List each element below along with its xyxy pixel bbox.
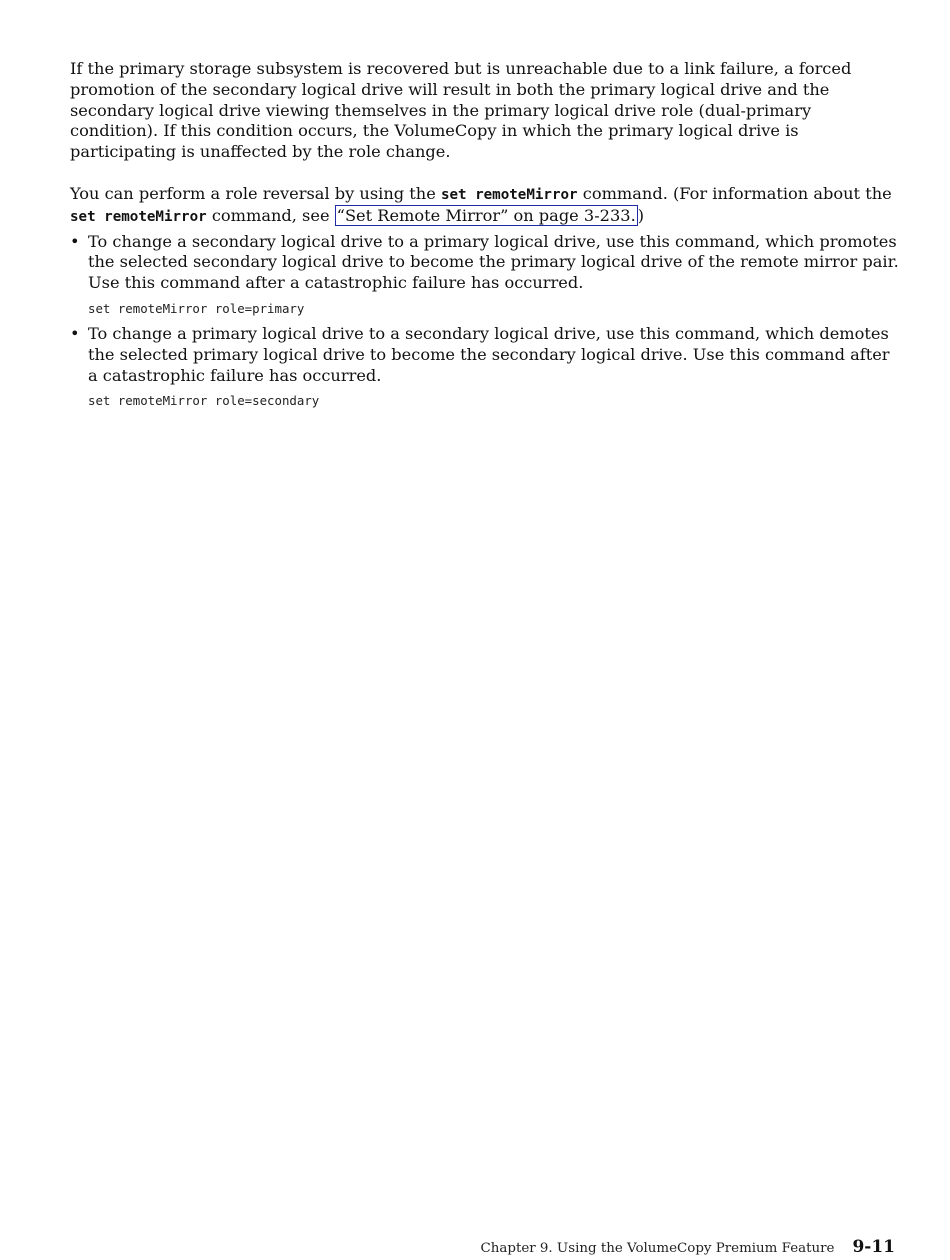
role-reversal-text-4: ) (637, 205, 645, 225)
role-reversal-text-2: command. (For information about the (577, 183, 892, 203)
intro-paragraph: If the primary storage subsystem is recovered but is unreachable due to a link failure, a forced promotion of the secondary logical drive will result in both the primary logical drive and the secondary logical drive viewing themselves in the primary logical drive role (dual-primary condition). If this condition occurs, the VolumeCopy in which the primary logical drive is participating is unaffected by the role change. (70, 59, 852, 162)
set-remote-mirror-link[interactable]: “Set Remote Mirror” on page 3-233. (336, 205, 636, 225)
footer-chapter-title: Chapter 9. Using the VolumeCopy Premium Feature (480, 1241, 835, 1256)
page-content (70, 59, 900, 416)
promote-command: set remoteMirror role=primary (88, 300, 305, 316)
role-change-list (70, 232, 900, 410)
demote-command: set remoteMirror role=secondary (88, 393, 320, 409)
list-item-demote (70, 324, 900, 409)
command-set-remote-mirror: set remoteMirror (440, 186, 578, 203)
demote-description: To change a primary logical drive to a secondary logical drive, use this command, which demotes the selected primary logical drive to become the secondary logical drive. Use this command after a catastrophic failure has occurred. (88, 323, 890, 385)
bullet-icon: • (70, 323, 80, 343)
list-item-promote (70, 232, 900, 317)
role-reversal-text-3: command, see (206, 205, 335, 225)
role-reversal-paragraph (70, 184, 900, 228)
role-reversal-text-1: You can perform a role reversal by using the (70, 183, 441, 203)
page-footer (481, 1237, 895, 1257)
command-set-remote-mirror-2: set remoteMirror (70, 208, 207, 225)
page-number: 9-11 (852, 1237, 895, 1257)
promote-description: To change a secondary logical drive to a primary logical drive, use this command, which promotes the selected secondary logical drive to become the primary logical drive of the remote mirror pair. Use this command after a catastrophic failure has occurred. (88, 231, 899, 293)
bullet-icon: • (70, 231, 80, 251)
